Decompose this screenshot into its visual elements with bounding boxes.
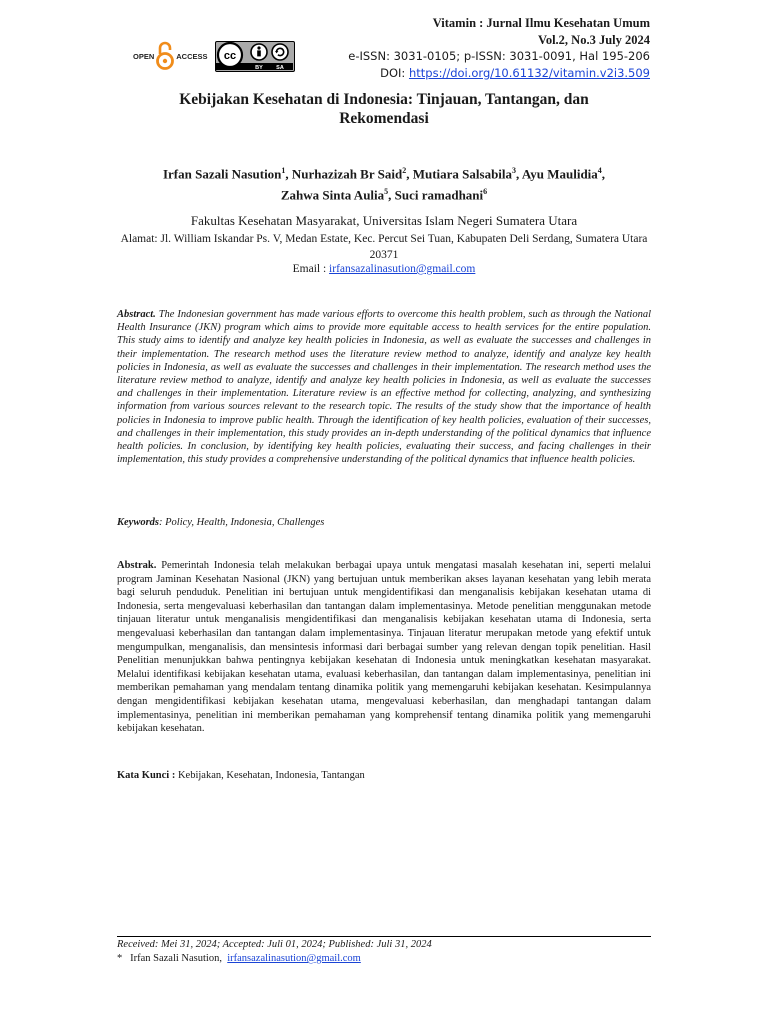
author-sup: 3 — [512, 166, 517, 175]
keywords-english — [117, 517, 651, 528]
cc-by-sa-badge — [215, 41, 295, 72]
keywords-label: Keywords — [117, 517, 159, 528]
corr-name: Irfan Sazali Nasution, — [130, 953, 222, 964]
doi-link[interactable]: https://doi.org/10.61132/vitamin.v2i3.509 — [408, 65, 650, 80]
corresponding-author — [117, 953, 651, 964]
abstract-indonesian — [117, 559, 651, 736]
author-name: Irfan Sazali Nasution — [162, 166, 282, 182]
kata-kunci-text: Kebijakan, Kesehatan, Indonesia, Tantangan — [175, 770, 365, 781]
author-name: Suci ramadhani — [394, 187, 484, 203]
abstrak-label: Abstrak. — [117, 560, 157, 571]
open-access-lock-icon — [156, 41, 174, 71]
abstract-text: The Indonesian government has made various efforts to overcome this health problem, such as through the National Health Insurance (JKN) program which aims to provide more equitable access to health services for the entire population. This study aims to identify and analyze key health policies in Indonesia, as well as evaluate the successes and challenges in their implementation. The research method uses the literature review method to analyze, identify and analyze key health policies in Indonesia, as well as evaluate the successes and challenges in their implementation. The research method uses the literature review method to analyze, identify and analyze key health policies in Indonesia, as well as evaluate the successes and challenges in their implementation. Literature review is an effective method for collecting, analyzing, and synthesizing information from various sources relevant to the research topic. The results of the study show that the importance of health policies in Indonesia to improve public health. Through the identification of key health policies, evaluation of their successes, and challenges in their implementation, this study provides an in-depth understanding of the political dynamics that influence health policies. In conclusion, by identifying key health policies, evaluating their success, and facing challenges in their implementation, this study provides a comprehensive understanding of the political dynamics that influence health policies. — [117, 309, 651, 466]
author-name: Zahwa Sinta Aulia — [280, 187, 385, 203]
footer-dates: Received: Mei 31, 2024; Accepted: Juli 01, 2024; Published: Juli 31, 2024 — [117, 939, 432, 950]
corr-mark: * — [117, 953, 123, 964]
keywords-indonesian — [117, 770, 651, 781]
author-sup: 6 — [483, 187, 488, 197]
svg-text:cc: cc — [223, 50, 237, 62]
journal-volume: Vol.2, No.3 July 2024 — [537, 32, 650, 47]
paper-title-line-2: Rekomendasi — [339, 110, 429, 127]
author-sup: 2 — [402, 166, 407, 175]
cc-by-text: BY — [255, 65, 263, 70]
footer-divider — [117, 936, 651, 937]
author-name: Nurhazizah Br Said — [291, 166, 403, 182]
email-line — [100, 262, 668, 277]
journal-header — [348, 15, 650, 81]
abstrak-text: Pemerintah Indonesia telah melakukan berbagai upaya untuk mengatasi masalah kesehatan ini, seperti melalui program Jaminan Kesehatan Nasional (JKN) yang bertujuan untuk memberikan akses layanan kesehatan yang lebih merata bagi seluruh penduduk. Penelitian ini bertujuan untuk mengidentifikasi dan menganalisis kebijakan kesehatan utama di Indonesia, serta mengevaluasi keberhasilan dan tantangan dalam implementasinya. Metode penelitian menggunakan metode tinjauan literatur untuk menganalisis mengidentifikasi dan menganalisis kebijakan kesehatan utama di Indonesia, serta mengevaluasi keberhasilan dan tantangan dalam implementasinya. Tinjauan literatur merupakan metode yang efektif untuk mengumpulkan, menganalisis, dan mensintesis informasi dari berbagai sumber yang relevan dengan topik penelitian. Hasil Penelitian menunjukkan bahwa pentingnya kebijakan kesehatan di Indonesia untuk meningkatkan kesehatan masyarakat. Melalui identifikasi kebijakan kesehatan utama, evaluasi keberhasilan, dan tantangan dalam implementasinya, penelitian ini memberikan pemahaman yang mendalam tentang dinamika politik yang memengaruhi kebijakan kesehatan. Kesimpulannya dengan mengidentifikasi kebijakan kesehatan utama, mengevaluasi keberhasilan, dan menghadapi tantangan dalam implementasinya, penelitian ini memberikan pemahaman yang komprehensif tentang dinamika politik yang memengaruhi kebijakan kesehatan. — [117, 560, 651, 735]
email-label: Email : — [292, 263, 330, 275]
corr-email-link[interactable]: irfansazalinasution@gmail.com — [227, 953, 361, 964]
journal-doi — [348, 65, 650, 82]
open-access-left-text: OPEN — [133, 51, 155, 61]
paper-title-line-1: Kebijakan Kesehatan di Indonesia: Tinjauan, Tantangan, dan — [179, 91, 589, 108]
author-list — [100, 162, 668, 205]
author-sup: 1 — [281, 166, 286, 175]
journal-issn: e-ISSN: 3031-0105; p-ISSN: 3031-0091, Hal 195-206 — [348, 49, 650, 63]
author-line-2: Zahwa Sinta Aulia$^5$, Suci ramadhani$^6$ — [280, 187, 488, 203]
keywords-text: : Policy, Health, Indonesia, Challenges — [159, 517, 325, 528]
email-link[interactable]: irfansazalinasution@gmail.com — [329, 263, 476, 275]
abstract-label: Abstract. — [117, 309, 156, 320]
open-access-logo — [133, 40, 208, 72]
author-line-1: Irfan Sazali Nasution$^1$, Nurhazizah Br Said$^2$, Mutiara Salsabila$^3$, Ayu Maulidia$^4$, — [162, 166, 606, 182]
paper-title — [100, 90, 668, 128]
author-name: Mutiara Salsabila — [412, 166, 513, 182]
doi-label: DOI: — [380, 65, 409, 80]
author-sup: 5 — [384, 187, 389, 197]
author-sup: 4 — [597, 166, 602, 175]
cc-sa-text: SA — [276, 65, 284, 70]
cc-license-icon — [216, 42, 293, 70]
affiliation: Fakultas Kesehatan Masyarakat, Universitas Islam Negeri Sumatera Utara — [190, 213, 578, 228]
journal-name: Vitamin : Jurnal Ilmu Kesehatan Umum — [432, 16, 650, 30]
author-name: Ayu Maulidia — [521, 166, 598, 182]
address: Alamat: Jl. William Iskandar Ps. V, Medan Estate, Kec. Percut Sei Tuan, Kabupaten Deli Serdang, Sumatera Utara 20371 — [120, 233, 648, 261]
open-access-right-text: ACCESS — [176, 51, 208, 61]
abstract-english — [117, 308, 651, 466]
kata-kunci-label: Kata Kunci : — [117, 770, 176, 781]
